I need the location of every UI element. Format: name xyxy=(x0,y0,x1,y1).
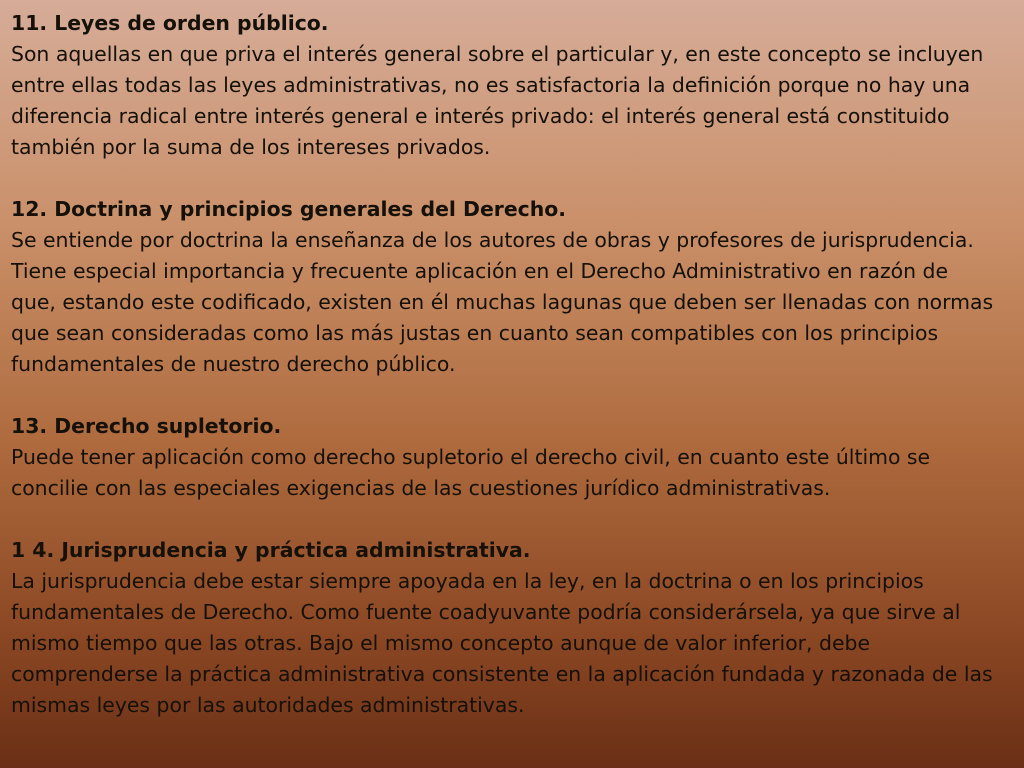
section-heading: 12. Doctrina y principios generales del Derecho. xyxy=(11,197,567,221)
section-heading: 11. Leyes de orden público. xyxy=(11,11,329,35)
slide-content xyxy=(11,8,1015,721)
section-heading: 13. Derecho supletorio. xyxy=(11,414,282,438)
text-line: Se entiende por doctrina la enseñanza de los autores de obras y profesores de jurisprudencia. xyxy=(11,228,974,252)
text-line: fundamentales de Derecho. Como fuente coadyuvante podría considerársela, ya que sirve al xyxy=(11,600,961,624)
text-line: que, estando este codificado, existen en él muchas lagunas que deben ser llenadas con normas xyxy=(11,290,994,314)
section-13 xyxy=(11,411,1015,504)
text-line: también por la suma de los intereses privados. xyxy=(11,135,491,159)
text-line: diferencia radical entre interés general e interés privado: el interés general está constituido xyxy=(11,104,950,128)
text-line: comprenderse la práctica administrativa consistente en la aplicación fundada y razonada de las xyxy=(11,662,993,686)
section-heading: 1 4. Jurisprudencia y práctica administrativa. xyxy=(11,538,531,562)
section-body xyxy=(11,225,1015,380)
text-line: mismas leyes por las autoridades administrativas. xyxy=(11,693,525,717)
text-line: Puede tener aplicación como derecho supletorio el derecho civil, en cuanto este último se xyxy=(11,445,931,469)
text-line: fundamentales de nuestro derecho público. xyxy=(11,352,456,376)
text-line: La jurisprudencia debe estar siempre apoyada en la ley, en la doctrina o en los principios xyxy=(11,569,924,593)
section-11 xyxy=(11,8,1015,163)
text-line: mismo tiempo que las otras. Bajo el mismo concepto aunque de valor inferior, debe xyxy=(11,631,870,655)
section-body xyxy=(11,566,1015,721)
section-body xyxy=(11,442,1015,504)
text-line: concilie con las especiales exigencias de las cuestiones jurídico administrativas. xyxy=(11,476,831,500)
section-body xyxy=(11,39,1015,163)
text-line: que sean consideradas como las más justas en cuanto sean compatibles con los principios xyxy=(11,321,939,345)
section-12 xyxy=(11,194,1015,380)
text-line: entre ellas todas las leyes administrativas, no es satisfactoria la definición porque no hay una xyxy=(11,73,971,97)
text-line: Son aquellas en que priva el interés general sobre el particular y, en este concepto se incluyen xyxy=(11,42,984,66)
section-14 xyxy=(11,535,1015,721)
text-line: Tiene especial importancia y frecuente aplicación en el Derecho Administrativo en razón de xyxy=(11,259,949,283)
